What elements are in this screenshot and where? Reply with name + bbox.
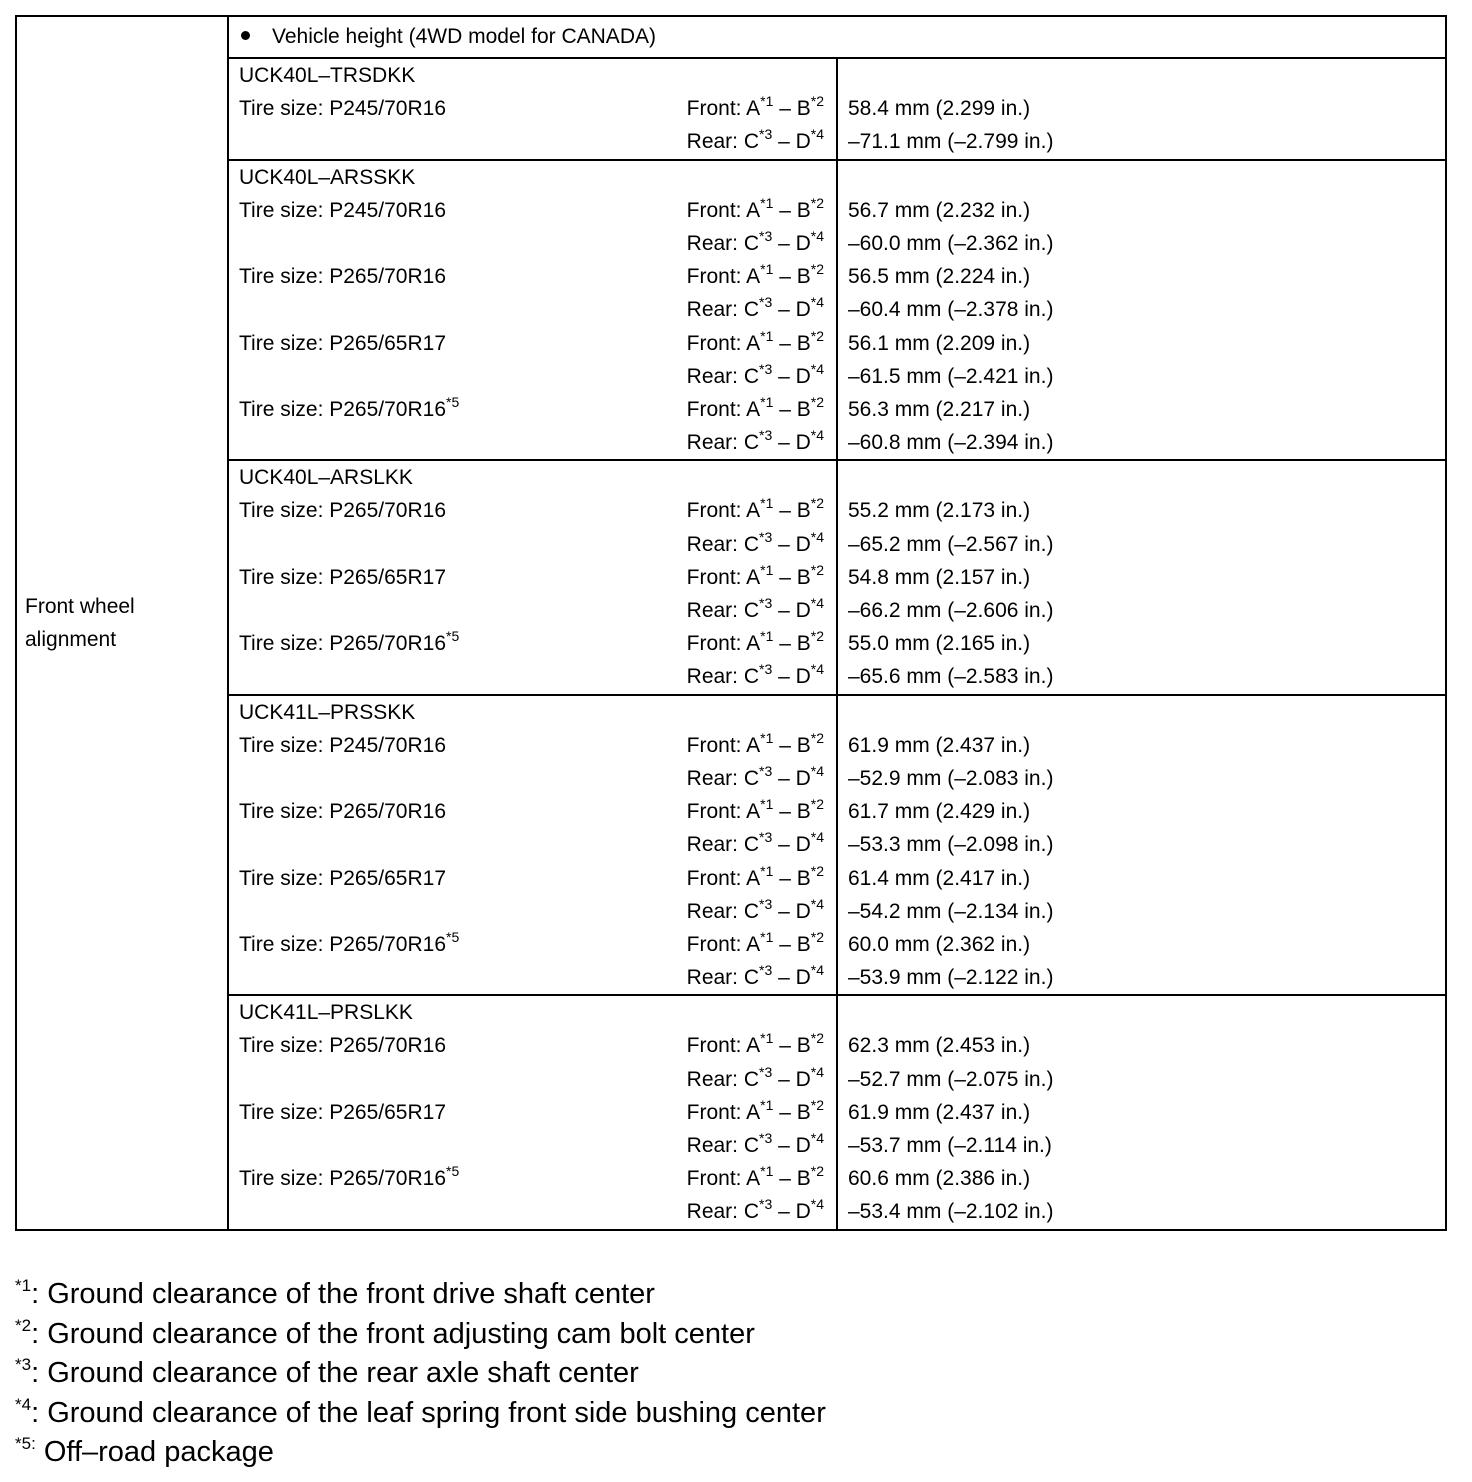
footnote-item: $^{*2}$: Ground clearance of the front adjusting cam bolt center — [15, 1315, 755, 1350]
rear-value: –52.7 mm (–2.075 in.) — [848, 1067, 1054, 1091]
tire-rear-row — [229, 895, 836, 928]
model-values-cell — [837, 695, 1446, 996]
rear-measure-label: Rear: $C^{*3} - D^{*4}$ — [686, 126, 824, 154]
tire-size-label: Tire size: P265/70R16$^{*5}$ — [239, 1163, 460, 1191]
front-measure-label: Front: $A^{*1} - B^{*2}$ — [686, 796, 824, 824]
tire-rear-row — [229, 360, 836, 393]
model-code: UCK41L–PRSLKK — [239, 1001, 413, 1025]
model-group-row — [16, 695, 1446, 996]
tire-front-row — [229, 1096, 836, 1129]
tire-size-label: Tire size: P265/70R16 — [239, 1034, 446, 1058]
front-value: 60.6 mm (2.386 in.) — [848, 1167, 1031, 1191]
footnote-item: $^{*4}$: Ground clearance of the leaf spring front side bushing center — [15, 1394, 826, 1429]
rear-measure-label: Rear: $C^{*3} - D^{*4}$ — [686, 1196, 824, 1224]
tire-rear-row — [229, 293, 836, 326]
rear-measure-label: Rear: $C^{*3} - D^{*4}$ — [686, 528, 824, 556]
model-group-row — [16, 995, 1446, 1229]
model-specs-cell — [228, 160, 837, 461]
rear-value: –66.2 mm (–2.606 in.) — [848, 599, 1054, 622]
front-measure-label: Front: $A^{*1} - B^{*2}$ — [686, 1096, 824, 1124]
rear-measure-label: Rear: $C^{*3} - D^{*4}$ — [686, 895, 824, 923]
tire-size-label: Tire size: P245/70R16 — [239, 97, 446, 121]
tire-rear-row — [229, 762, 836, 795]
model-group-row — [16, 58, 1446, 160]
front-measure-label: Front: $A^{*1} - B^{*2}$ — [686, 928, 824, 956]
tire-footnote-mark: *5 — [446, 628, 460, 645]
front-value: 61.9 mm (2.437 in.) — [848, 1100, 1031, 1124]
tire-front-row — [229, 862, 836, 895]
tire-size-label: Tire size: P265/70R16$^{*5}$ — [239, 928, 460, 956]
front-value: 55.2 mm (2.173 in.) — [848, 499, 1031, 523]
rear-value: –60.8 mm (–2.394 in.) — [848, 431, 1054, 455]
tire-size-label: Tire size: P265/70R16$^{*5}$ — [239, 393, 460, 421]
tire-front-row — [229, 795, 836, 828]
model-group-row — [16, 160, 1446, 461]
footnotes — [15, 1275, 826, 1473]
rear-value: –52.9 mm (–2.083 in.) — [848, 766, 1054, 790]
tire-rear-row — [229, 426, 836, 459]
front-value: 61.7 mm (2.429 in.) — [848, 800, 1031, 824]
footnote-item: $^{*5:}$ Off–road package — [15, 1434, 274, 1468]
rear-measure-label: Rear: $C^{*3} - D^{*4}$ — [686, 1130, 824, 1157]
rear-value: –61.5 mm (–2.421 in.) — [848, 364, 1054, 388]
table-header-cell — [228, 16, 1446, 58]
tire-front-row — [229, 729, 836, 762]
front-measure-label: Front: $A^{*1} - B^{*2}$ — [686, 862, 824, 890]
front-measure-label: Front: $A^{*1} - B^{*2}$ — [686, 495, 824, 523]
tire-size-label: Tire size: P265/70R16 — [239, 800, 446, 824]
tire-size-label: Tire size: P265/65R17 — [239, 331, 446, 355]
rear-measure-label: Rear: $C^{*3} - D^{*4}$ — [686, 762, 824, 790]
tire-rear-row — [229, 660, 836, 693]
rear-value: –71.1 mm (–2.799 in.) — [848, 130, 1054, 154]
tire-footnote-mark: *5 — [446, 928, 460, 945]
tire-rear-row — [229, 528, 836, 561]
category-label-line1: Front wheel — [25, 594, 135, 618]
front-measure-label: Front: $A^{*1} - B^{*2}$ — [686, 327, 824, 355]
tire-front-row — [229, 260, 836, 293]
rear-value: –53.9 mm (–2.122 in.) — [848, 966, 1054, 990]
tire-rear-row — [229, 961, 836, 994]
model-code: UCK40L–ARSSKK — [239, 165, 416, 189]
front-measure-label: Front: $A^{*1} - B^{*2}$ — [686, 628, 824, 656]
front-value: 56.1 mm (2.209 in.) — [848, 331, 1031, 355]
rear-measure-label: Rear: $C^{*3} - D^{*4}$ — [686, 661, 824, 689]
tire-size-label: Tire size: P265/70R16 — [239, 499, 446, 523]
rear-value: –53.7 mm (–2.114 in.) — [848, 1134, 1052, 1157]
tire-rear-row — [229, 1063, 836, 1096]
front-value: 56.3 mm (2.217 in.) — [848, 397, 1031, 421]
front-value: 61.4 mm (2.417 in.) — [848, 866, 1031, 890]
tire-rear-row — [229, 125, 836, 158]
front-value: 55.0 mm (2.165 in.) — [848, 632, 1031, 656]
front-value: 60.0 mm (2.362 in.) — [848, 932, 1031, 956]
model-group-row — [16, 460, 1446, 694]
model-code: UCK41L–PRSSKK — [239, 700, 416, 724]
tire-footnote-mark: *5 — [446, 393, 460, 410]
tire-size-label: Tire size: P265/65R17 — [239, 1100, 446, 1124]
model-specs-cell — [228, 695, 837, 996]
category-cell — [16, 16, 228, 1230]
tire-front-row — [229, 561, 836, 594]
rear-value: –53.4 mm (–2.102 in.) — [848, 1200, 1054, 1224]
model-values-cell — [837, 58, 1446, 160]
tire-footnote-mark: *5 — [446, 1163, 460, 1180]
rear-value: –65.6 mm (–2.583 in.) — [848, 665, 1054, 689]
front-value: 61.9 mm (2.437 in.) — [848, 733, 1031, 757]
model-specs-cell — [228, 995, 837, 1229]
tire-rear-row — [229, 594, 836, 627]
front-measure-label: Front: $A^{*1} - B^{*2}$ — [686, 1030, 824, 1058]
tire-front-row — [229, 928, 836, 961]
rear-value: –60.4 mm (–2.378 in.) — [848, 298, 1054, 322]
tire-front-row — [229, 327, 836, 360]
front-measure-label: Front: $A^{*1} - B^{*2}$ — [686, 261, 824, 289]
front-measure-label: Front: $A^{*1} - B^{*2}$ — [686, 1163, 824, 1191]
front-measure-label: Front: $A^{*1} - B^{*2}$ — [686, 194, 824, 222]
footnote-item: $^{*1}$: Ground clearance of the front drive shaft center — [15, 1276, 655, 1310]
front-measure-label: Front: $A^{*1} - B^{*2}$ — [686, 729, 824, 757]
tire-size-label: Tire size: P265/65R17 — [239, 866, 446, 890]
rear-measure-label: Rear: $C^{*3} - D^{*4}$ — [686, 427, 824, 455]
tire-rear-row — [229, 227, 836, 260]
table-header-title: Vehicle height (4WD model for CANADA) — [272, 25, 656, 48]
rear-measure-label: Rear: $C^{*3} - D^{*4}$ — [686, 227, 824, 255]
rear-measure-label: Rear: $C^{*3} - D^{*4}$ — [686, 962, 824, 990]
tire-front-row — [229, 627, 836, 660]
tire-rear-row — [229, 828, 836, 861]
tire-front-row — [229, 1029, 836, 1062]
tire-size-label: Tire size: P265/65R17 — [239, 565, 446, 589]
front-value: 54.8 mm (2.157 in.) — [848, 565, 1031, 589]
rear-measure-label: Rear: $C^{*3} - D^{*4}$ — [686, 595, 824, 622]
tire-size-label: Tire size: P245/70R16 — [239, 198, 446, 222]
tire-front-row — [229, 1162, 836, 1195]
front-value: 56.5 mm (2.224 in.) — [848, 265, 1031, 289]
rear-value: –53.3 mm (–2.098 in.) — [848, 833, 1054, 857]
front-measure-label: Front: $A^{*1} - B^{*2}$ — [686, 561, 824, 589]
model-code: UCK40L–TRSDKK — [239, 64, 416, 87]
model-specs-cell — [228, 58, 837, 160]
tire-size-label: Tire size: P245/70R16 — [239, 733, 446, 757]
tire-front-row — [229, 194, 836, 227]
rear-measure-label: Rear: $C^{*3} - D^{*4}$ — [686, 829, 824, 857]
rear-value: –60.0 mm (–2.362 in.) — [848, 231, 1054, 255]
rear-value: –54.2 mm (–2.134 in.) — [848, 899, 1054, 923]
tire-rear-row — [229, 1195, 836, 1228]
model-values-cell — [837, 460, 1446, 694]
model-values-cell — [837, 995, 1446, 1229]
front-measure-label: Front: $A^{*1} - B^{*2}$ — [686, 393, 824, 421]
front-measure-label: Front: $A^{*1} - B^{*2}$ — [686, 93, 824, 121]
tire-rear-row — [229, 1129, 836, 1162]
tire-size-label: Tire size: P265/70R16$^{*5}$ — [239, 628, 460, 656]
front-value: 58.4 mm (2.299 in.) — [848, 97, 1031, 121]
model-code: UCK40L–ARSLKK — [239, 466, 413, 490]
front-value: 56.7 mm (2.232 in.) — [848, 198, 1031, 222]
footnote-item: $^{*3}$: Ground clearance of the rear axle shaft center — [15, 1355, 639, 1389]
tire-size-label: Tire size: P265/70R16 — [239, 265, 446, 289]
tire-front-row — [229, 92, 836, 125]
rear-measure-label: Rear: $C^{*3} - D^{*4}$ — [686, 1063, 824, 1091]
model-specs-cell — [228, 460, 837, 694]
vehicle-height-spec-table — [15, 15, 1447, 1231]
category-label-line2: alignment — [25, 627, 117, 651]
front-value: 62.3 mm (2.453 in.) — [848, 1034, 1031, 1058]
rear-value: –65.2 mm (–2.567 in.) — [848, 532, 1054, 556]
tire-front-row — [229, 494, 836, 527]
rear-measure-label: Rear: $C^{*3} - D^{*4}$ — [686, 360, 824, 388]
rear-measure-label: Rear: $C^{*3} - D^{*4}$ — [686, 294, 824, 322]
model-values-cell — [837, 160, 1446, 461]
tire-front-row — [229, 393, 836, 426]
bullet-icon — [241, 31, 250, 40]
